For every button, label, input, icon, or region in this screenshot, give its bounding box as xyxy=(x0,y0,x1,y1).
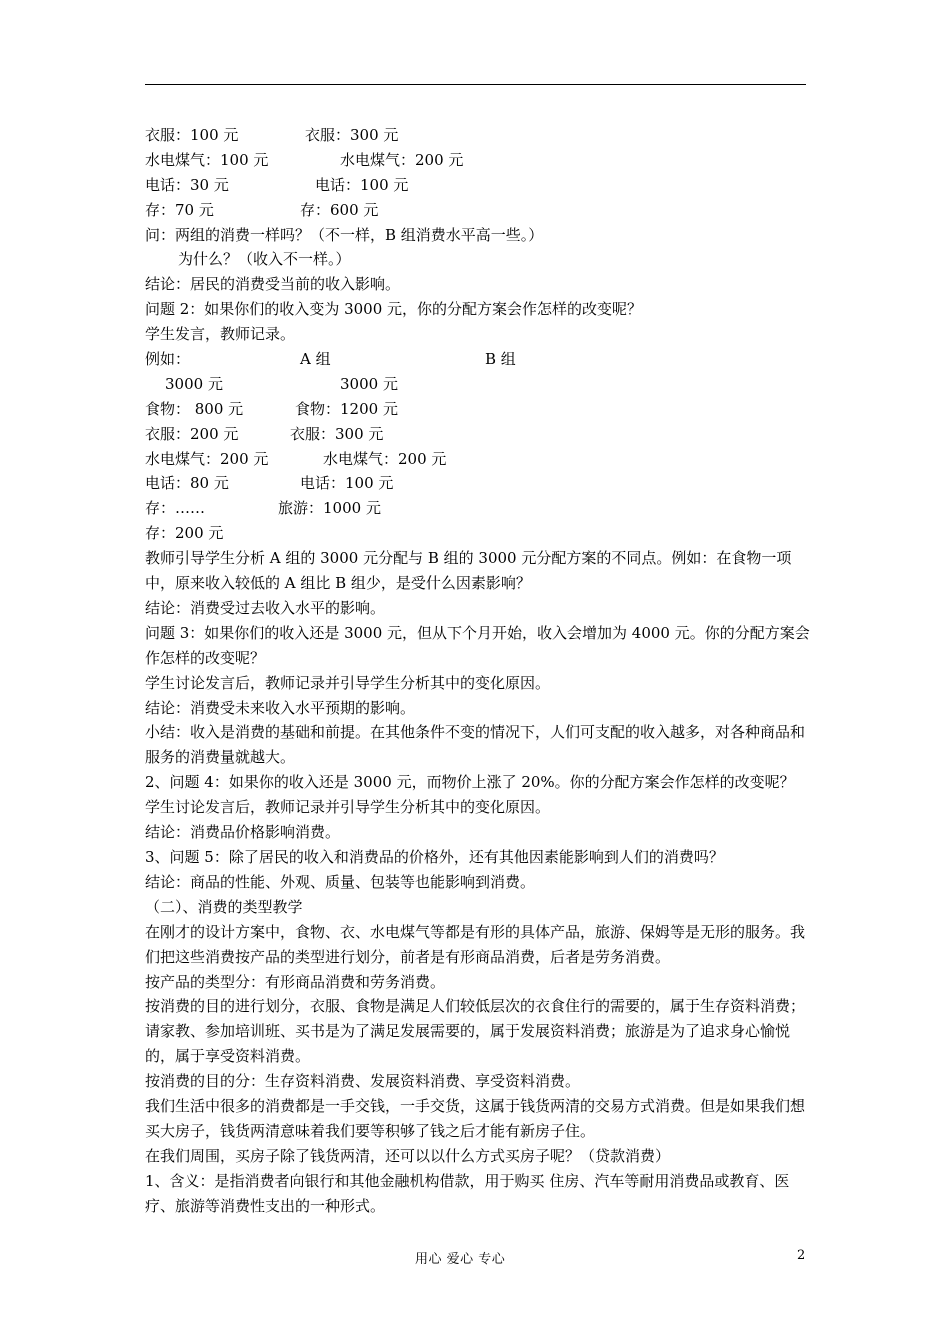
paragraph: 结论：消费受过去收入水平的影响。 xyxy=(145,598,386,617)
question-1: 问：两组的消费一样吗？（不一样，B 组消费水平高一些。） xyxy=(145,225,544,244)
budget-row xyxy=(145,447,815,472)
group-a-savings: 存：200 元 xyxy=(145,524,224,543)
group-a-item: 存：…… xyxy=(145,499,206,518)
group-a-total: 3000 元 xyxy=(165,374,223,393)
group-b-item: 水电煤气：200 元 xyxy=(340,150,464,169)
group-b-total: 3000 元 xyxy=(340,374,398,393)
group-b-item: 衣服：300 元 xyxy=(305,126,399,144)
group-a-item: 衣服：200 元 xyxy=(145,424,239,443)
paragraph: 结论：消费受未来收入水平预期的影响。 xyxy=(145,698,416,717)
budget-row xyxy=(145,422,815,447)
page-number: 2 xyxy=(797,1248,806,1263)
question-2: 问题 2：如果你们的收入变为 3000 元，你的分配方案会作怎样的改变呢？ xyxy=(145,300,643,319)
group-b-item: 电话：100 元 xyxy=(315,175,409,194)
budget-row xyxy=(145,397,815,422)
group-b-item: 存：600 元 xyxy=(300,200,379,219)
footer-text: 用心 爱心 专心 xyxy=(415,1252,506,1267)
paragraph: 按产品的类型分：有形商品消费和劳务消费。 xyxy=(145,972,446,991)
document-body xyxy=(145,123,815,1219)
group-b-item: 衣服：300 元 xyxy=(290,424,384,443)
budget-row xyxy=(145,173,815,198)
paragraph: 结论：商品的性能、外观、质量、包装等也能影响到消费。 xyxy=(145,872,536,891)
paragraph: 学生讨论发言后，教师记录并引导学生分析其中的变化原因。 xyxy=(145,673,551,692)
group-a-item: 食物： 800 元 xyxy=(145,399,244,418)
group-a-item: 存：70 元 xyxy=(145,200,214,219)
group-b-item: 食物：1200 元 xyxy=(295,399,398,418)
group-b-label: B 组 xyxy=(485,350,516,369)
paragraph: 小结：收入是消费的基础和前提。在其他条件不变的情况下，人们可支配的收入越多，对各种商品和服务的消费量就越大。 xyxy=(145,723,806,767)
paragraph: 我们生活中很多的消费都是一手交钱，一手交货，这属于钱货两清的交易方式消费。但是如果我们想买大房子，钱货两清意味着我们要等积够了钱之后才能有新房子住。 xyxy=(145,1097,806,1140)
budget-row xyxy=(145,471,815,496)
budget-row xyxy=(145,123,815,148)
group-b-item: 水电煤气：200 元 xyxy=(323,449,447,468)
group-a-label: A 组 xyxy=(300,350,331,369)
paragraph: 1、含义：是指消费者向银行和其他金融机构借款，用于购买 住房、汽车等耐用消费品或教育、医疗、旅游等消费性支出的一种形式。 xyxy=(145,1171,790,1215)
section-heading: （二）、消费的类型教学 xyxy=(145,897,303,916)
student-note: 学生发言，教师记录。 xyxy=(145,325,296,344)
paragraph: 按消费的目的分：生存资料消费、发展资料消费、享受资料消费。 xyxy=(145,1072,581,1091)
paragraph: 结论：消费品价格影响消费。 xyxy=(145,823,341,842)
paragraph: 按消费的目的进行划分，衣服、食物是满足人们较低层次的衣食住行的需要的，属于生存资料消费；请家教、参加培训班、买书是为了满足发展需要的，属于发展资料消费；旅游是为了追求身心愉悦的，属于享受资料消费。 xyxy=(145,997,806,1066)
example-total-row xyxy=(145,372,815,397)
group-b-item: 旅游：1000 元 xyxy=(278,499,381,518)
group-b-item: 电话：100 元 xyxy=(300,474,394,493)
header-rule xyxy=(145,84,806,85)
conclusion-1: 结论：居民的消费受当前的收入影响。 xyxy=(145,275,401,294)
budget-row xyxy=(145,198,815,223)
paragraph: 问题 3：如果你们的收入还是 3000 元，但从下个月开始，收入会增加为 4000 元。你的分配方案会作怎样的改变呢？ xyxy=(145,623,810,667)
paragraph: 在我们周围，买房子除了钱货两清，还可以以什么方式买房子呢？（贷款消费） xyxy=(145,1146,671,1165)
budget-row xyxy=(145,496,815,521)
paragraph: 3、问题 5：除了居民的收入和消费品的价格外，还有其他因素能影响到人们的消费吗？ xyxy=(145,848,724,867)
paragraph: 教师引导学生分析 A 组的 3000 元分配与 B 组的 3000 元分配方案的不同点。例如：在食物一项中，原来收入较低的 A 组比 B 组少，是受什么因素影响？ xyxy=(145,549,792,593)
group-a-item: 水电煤气：100 元 xyxy=(145,150,269,169)
group-a-item: 衣服：100 元 xyxy=(145,126,239,144)
paragraph: 在刚才的设计方案中，食物、衣、水电煤气等都是有形的具体产品，旅游、保姆等是无形的服务。我们把这些消费按产品的类型进行划分，前者是有形商品消费，后者是劳务消费。 xyxy=(145,922,806,966)
budget-row xyxy=(145,148,815,173)
group-a-item: 电话：30 元 xyxy=(145,175,229,194)
paragraph: 2、问题 4：如果你的收入还是 3000 元，而物价上涨了 20%。你的分配方案会作怎样的改变呢？ xyxy=(145,773,795,792)
example-label: 例如： xyxy=(145,350,191,369)
paragraph: 学生讨论发言后，教师记录并引导学生分析其中的变化原因。 xyxy=(145,798,551,817)
question-1-followup: 为什么？（收入不一样。） xyxy=(178,250,351,269)
group-a-item: 水电煤气：200 元 xyxy=(145,449,269,468)
example-header-row xyxy=(145,347,815,372)
group-a-item: 电话：80 元 xyxy=(145,474,229,493)
